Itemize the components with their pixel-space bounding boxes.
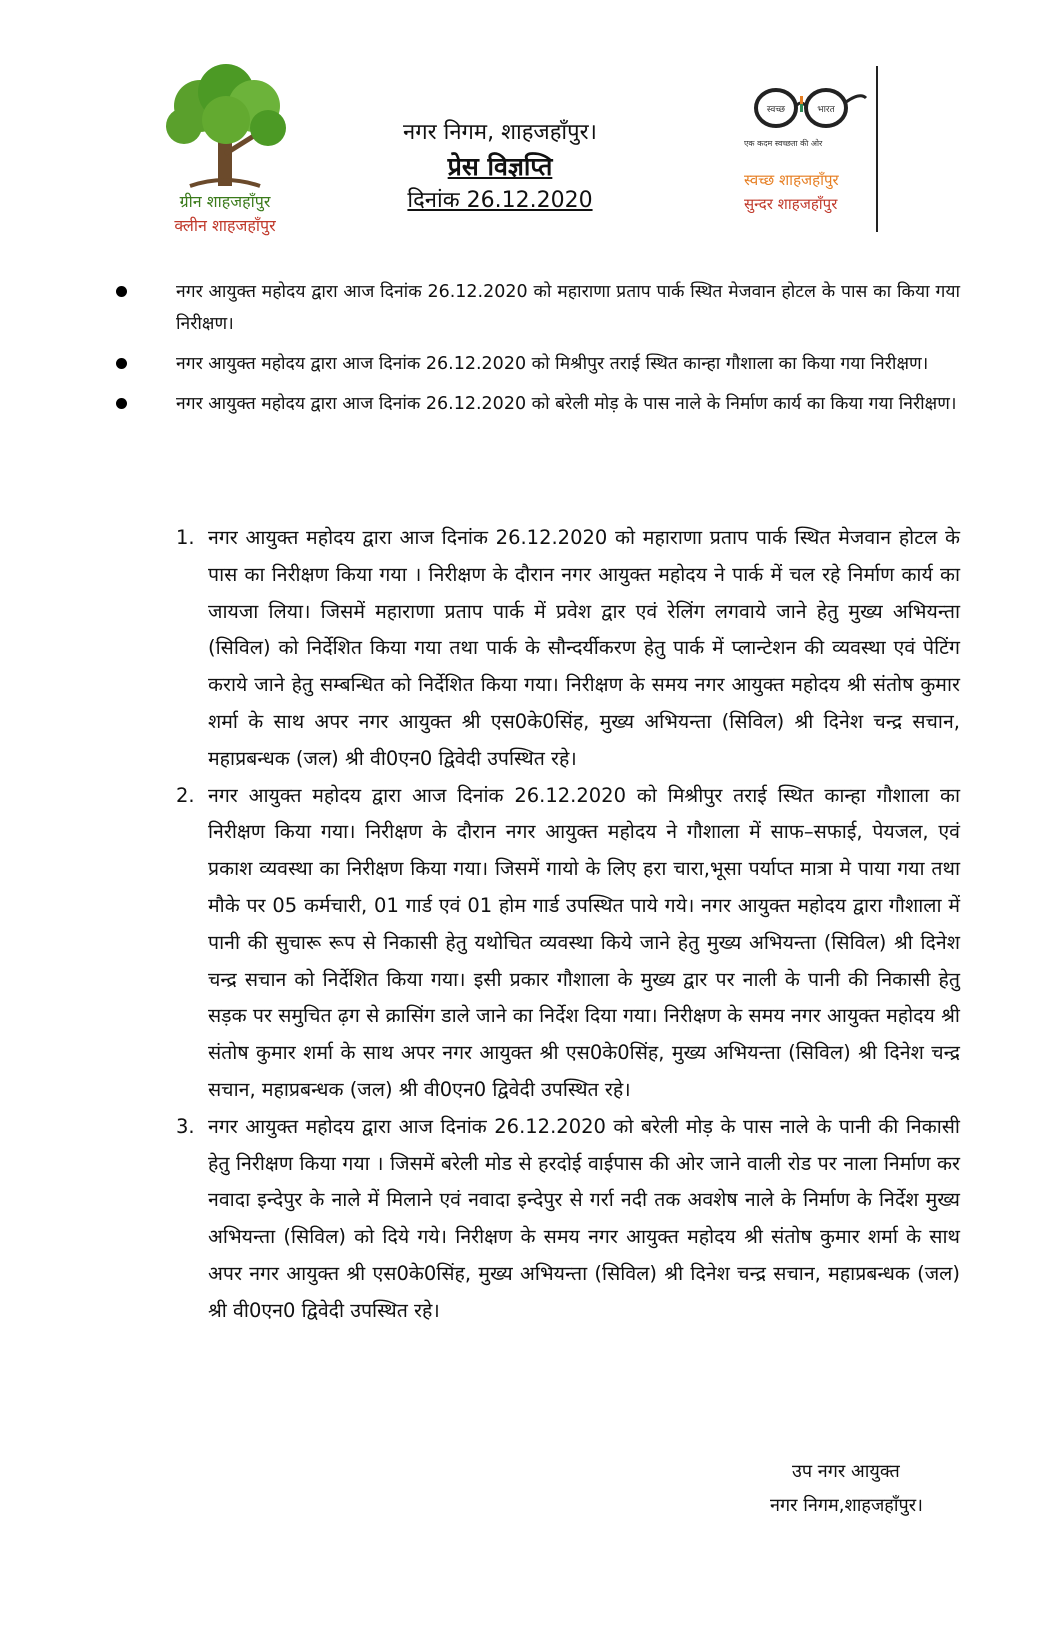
list-item bbox=[172, 778, 960, 1109]
item-number: 2. bbox=[176, 783, 195, 807]
summary-bullet-list bbox=[110, 276, 960, 428]
lens-right-text: भारत bbox=[817, 105, 835, 115]
list-item bbox=[110, 388, 960, 420]
list-item bbox=[110, 276, 960, 340]
swachh-bharat-spectacles-icon bbox=[740, 82, 870, 138]
header-divider bbox=[876, 66, 878, 232]
green-shahjahanpur-logo bbox=[150, 62, 300, 242]
logo-caption-green: ग्रीन शाहजहाँपुर bbox=[179, 192, 271, 211]
bullet-icon bbox=[116, 398, 127, 409]
organization-name: नगर निगम, शाहजहाँपुर। bbox=[403, 120, 597, 145]
swachh-bharat-logo bbox=[740, 82, 890, 242]
item-text: नगर आयुक्त महोदय द्वारा आज दिनांक 26.12.2020 को मिश्रीपुर तराई स्थित कान्हा गौशाला का निरीक्षण किया गया। निरीक्षण के दौरान नगर आयुक्त महोदय ने गौशाला में साफ–सफाई, पेयजल, एवं प्रकाश व्यवस्था का निरीक्षण किया गया। जिसमें गायो के लिए हरा चारा,भूसा पर्याप्त मात्रा मे पाया गया तथा मौके पर 05 कर्मचारी, 01 गार्ड एवं 01 होम गार्ड उपस्थित पाये गये। नगर आयुक्त महोदय द्वारा गौशाला में पानी की सुचारू रूप से निकासी हेतु यथोचित व्यवस्था किये जाने हेतु मुख्य अभियन्ता (सिविल) श्री दिनेश चन्द्र सचान को निर्देशित किया गया। इसी प्रकार गौशाला के मुख्य द्वार पर नाली के पानी की निकासी हेतु सड़क पर समुचित ढ़ग से क्रासिंग डाले जाने का निर्देश दिया गया। निरीक्षण के समय नगर आयुक्त महोदय श्री संतोष कुमार शर्मा के साथ अपर नगर आयुक्त श्री एस0के0सिंह, मुख्य अभियन्ता (सिविल) श्री दिनेश चन्द्र सचान, महाप्रबन्धक (जल) श्री वी0एन0 द्विवेदी उपस्थित रहे। bbox=[208, 783, 960, 1101]
list-item bbox=[172, 1109, 960, 1330]
item-text: नगर आयुक्त महोदय द्वारा आज दिनांक 26.12.2020 को महाराणा प्रताप पार्क स्थित मेजवान होटल के पास का निरीक्षण किया गया । निरीक्षण के दौरान नगर आयुक्त महोदय ने पार्क में चल रहे निर्माण कार्य का जायजा लिया। जिसमें महाराणा प्रताप पार्क में प्रवेश द्वार एवं रेलिंग लगवाये जाने हेतु मुख्य अभियन्ता (सिविल) को निर्देशित किया गया तथा पार्क के सौन्दर्यीकरण हेतु पार्क में प्लान्टेशन की व्यवस्था एवं पेटिंग कराये जाने हेतु सम्बन्धित को निर्देशित किया गया। निरीक्षण के समय नगर आयुक्त महोदय श्री संतोष कुमार शर्मा के साथ अपर नगर आयुक्त श्री एस0के0सिंह, मुख्य अभियन्ता (सिविल) श्री दिनेश चन्द्र सचान, महाप्रबन्धक (जल) श्री वी0एन0 द्विवेदी उपस्थित रहे। bbox=[208, 526, 960, 770]
swachh-tagline: एक कदम स्वच्छता की ओर bbox=[744, 139, 823, 148]
bullet-text: नगर आयुक्त महोदय द्वारा आज दिनांक 26.12.2020 को बरेली मोड़ के पास नाले के निर्माण कार्य का किया गया निरीक्षण। bbox=[176, 394, 957, 414]
signature-block bbox=[770, 1455, 970, 1523]
bullet-text: नगर आयुक्त महोदय द्वारा आज दिनांक 26.12.2020 को महाराणा प्रताप पार्क स्थित मेजवान होटल के पास का किया गया निरीक्षण। bbox=[176, 282, 960, 334]
item-number: 1. bbox=[176, 526, 195, 549]
bullet-text: नगर आयुक्त महोदय द्वारा आज दिनांक 26.12.2020 को मिश्रीपुर तराई स्थित कान्हा गौशाला का किया गया निरीक्षण। bbox=[176, 354, 929, 374]
list-item bbox=[110, 348, 960, 380]
document-header bbox=[370, 118, 630, 216]
logo-caption-swachh: स्वच्छ शाहजहाँपुर bbox=[744, 171, 839, 189]
item-number: 3. bbox=[176, 1114, 195, 1138]
logo-caption-sundar: सुन्दर शाहजहाँपुर bbox=[744, 195, 838, 213]
tree-icon bbox=[160, 62, 290, 190]
bullet-icon bbox=[116, 358, 127, 369]
signatory-office: नगर निगम,शाहजहाँपुर। bbox=[770, 1495, 923, 1516]
list-item bbox=[172, 520, 960, 778]
page-title: प्रेस विज्ञप्ति bbox=[447, 152, 553, 181]
item-text: नगर आयुक्त महोदय द्वारा आज दिनांक 26.12.2020 को बरेली मोड़ के पास नाले के पानी की निकासी हेतु निरीक्षण किया गया । जिसमें बरेली मोड से हरदोई वाईपास की ओर जाने वाली रोड पर नाला निर्माण कर नवादा इन्देपुर के नाले में मिलाने एवं नवादा इन्देपुर से गर्रा नदी तक अवशेष नाले के निर्माण के निर्देश मुख्य अभियन्ता (सिविल) को दिये गये। निरीक्षण के समय नगर आयुक्त महोदय श्री संतोष कुमार शर्मा के साथ अपर नगर आयुक्त श्री एस0के0सिंह, मुख्य अभियन्ता (सिविल) श्री दिनेश चन्द्र सचान, महाप्रबन्धक (जल) श्री वी0एन0 द्विवेदी उपस्थित रहे। bbox=[208, 1114, 960, 1322]
document-date: दिनांक 26.12.2020 bbox=[407, 188, 593, 213]
signatory-designation: उप नगर आयुक्त bbox=[792, 1461, 900, 1482]
logo-caption-clean: क्लीन शाहजहाँपुर bbox=[174, 216, 276, 235]
detail-numbered-list bbox=[172, 520, 960, 1330]
bullet-icon bbox=[116, 286, 127, 297]
lens-left-text: स्वच्छ bbox=[766, 105, 786, 115]
